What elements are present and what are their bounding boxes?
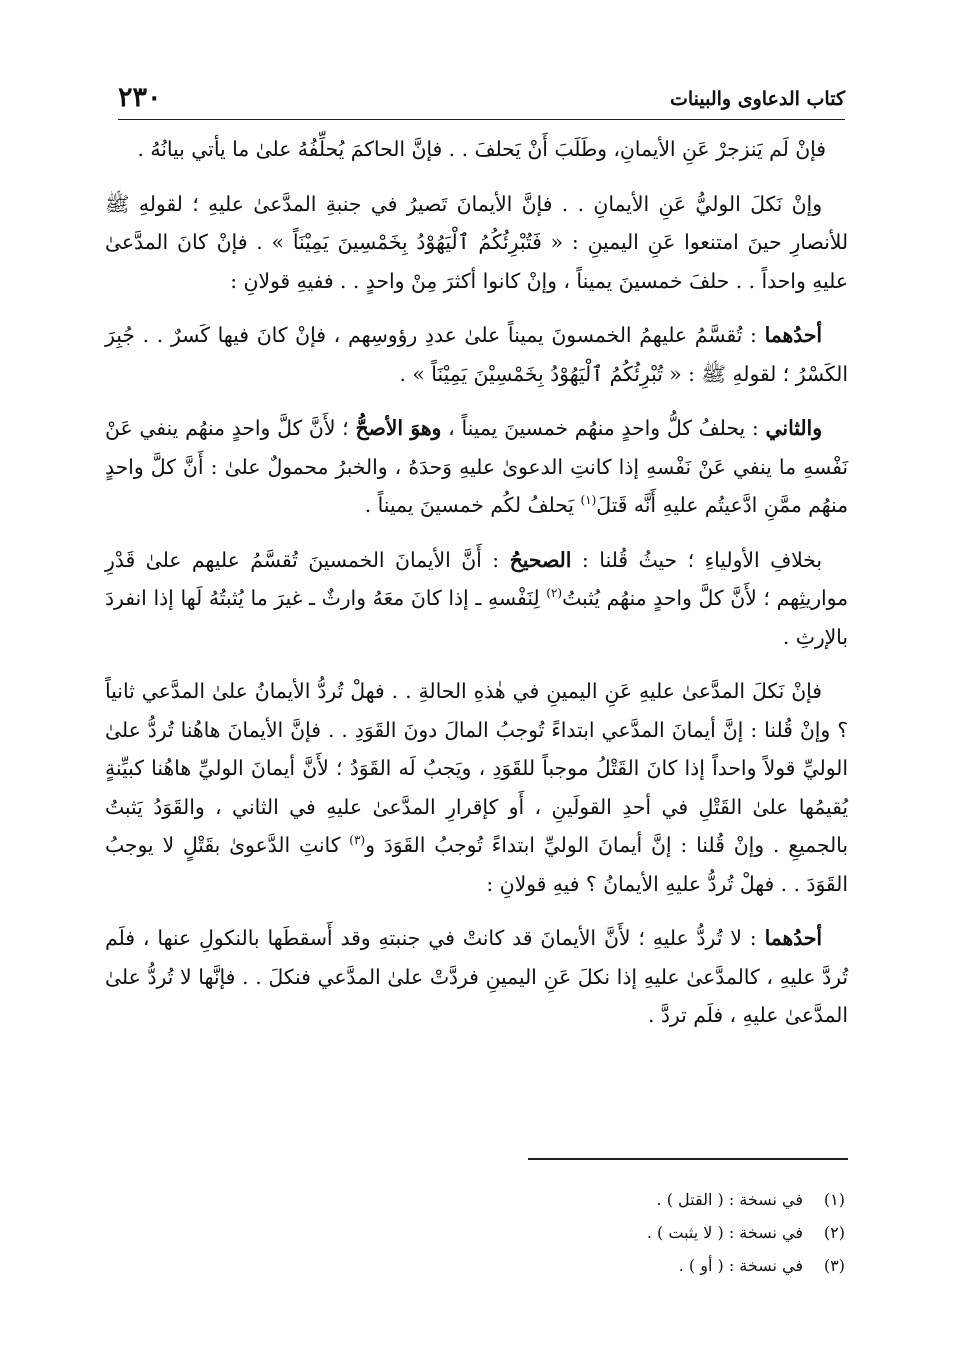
- main-text: [105, 130, 848, 1051]
- paragraph-text: يَحلفُ لكُم خمسينَ يميناً .: [364, 493, 581, 517]
- footnote-2: [245, 1216, 845, 1249]
- paragraph-text: لِنَفْسهِ ـ إذا كانَ معَهُ وارثٌ ـ غيرَ ما يُثبتُهُ لَها إذا انفردَ بالإرثِ .: [105, 586, 848, 649]
- paragraph-text: كانتِ الدَّعوىٰ بقَتْلٍ لا يوجبُ القَوَدَ . . فهلْ تُردُّ عليهِ الأيمانُ ؟ فيهِ قولانِ :: [105, 833, 848, 896]
- footnote-ref: (٢): [546, 586, 563, 601]
- paragraph-text: : أَنَّ الأيمانَ الخمسينَ تُقسَّمُ عليهم علىٰ قَدْرِ مواريثِهم ؛ لأَنَّ كلَّ واحدٍ منهُم يُثبتُ: [105, 547, 848, 610]
- bold-term: وهوَ الأصحُّ: [355, 416, 442, 440]
- footnotes: [245, 1183, 845, 1282]
- paragraph-4: [105, 409, 848, 525]
- footnote-3: [245, 1249, 845, 1282]
- bold-term: أحدُهما: [764, 926, 822, 950]
- paragraph-3: [105, 316, 848, 393]
- footnote-text: في نسخة : ( لا يثبت ) .: [646, 1223, 803, 1242]
- paragraph-text: : لا تُردُّ عليهِ ؛ لأَنَّ الأيمانَ قد كانتْ في جنبتهِ وقد أَسقطَها بالنكولِ عنها ، فلَم تُردَّ عليهِ ، كالمدَّعىٰ عليهِ إذا نكلَ عَنِ اليمينِ فردَّتْ علىٰ المدَّعي فنكلَ . . فإنَّها لا تُردُّ علىٰ المدَّعىٰ عليهِ ، فلَم تردَّ .: [105, 926, 848, 1027]
- bold-term: أحدُهما: [764, 323, 822, 347]
- paragraph-2: [105, 185, 848, 301]
- paragraph-6: [105, 672, 848, 903]
- paragraph-7: [105, 919, 848, 1035]
- footnote-number: (٢): [823, 1223, 845, 1242]
- paragraph-text: : يحلفُ كلُّ واحدٍ منهُم خمسينَ يميناً ،: [441, 416, 766, 440]
- book-title: كتاب الدعاوى والبينات: [669, 88, 845, 110]
- paragraph-5: [105, 541, 848, 657]
- footnote-number: (١): [823, 1190, 845, 1209]
- paragraph-text: فإنْ نَكلَ المدَّعىٰ عليهِ عَنِ اليمينِ في هٰذهِ الحالةِ . . فهلْ تُردُّ الأيمانُ علىٰ المدَّعي ثانياً ؟ وإنْ قُلنا : إنَّ أيمانَ المدَّعي ابتداءً تُوجبُ المالَ دونَ القَوَدِ . . فإنَّ الأيمانَ هاهُنا تُردُّ علىٰ الوليِّ قولاً واحداً إذا كانَ القَتْلُ موجباً للقَوَدِ ، ويَجبُ لَه القَوَدُ ؛ لأَنَّ أيمانَ الوليِّ هاهُنا كبيِّنةٍ يُقيمُها علىٰ القَتْلِ في أحدِ القولَينِ ، أَو كإقرارِ المدَّعىٰ عليهِ في الثاني ، والقَوَدُ يَثبتُ بالجميعِ . وإنْ قُلنا : إنَّ أيمانَ الوليِّ ابتداءً تُوجبُ القَوَدَ و: [105, 679, 848, 857]
- footnote-text: في نسخة : ( أو ) .: [678, 1256, 803, 1275]
- page-header: [118, 78, 845, 116]
- footnote-number: (٣): [823, 1256, 845, 1275]
- footnote-ref: (١): [580, 493, 597, 508]
- paragraph-1: [105, 130, 848, 169]
- header-divider: [118, 119, 845, 120]
- footnote-text: في نسخة : ( القتل ) .: [656, 1190, 803, 1209]
- bold-term: الصحيحُ: [509, 547, 572, 572]
- paragraph-text: ؛ لأَنَّ كلَّ واحدٍ منهُم ينفي عَنْ نَفْسهِ ما ينفي عَنْ نَفْسهِ إذا كانتِ الدعوىٰ عليهِ وَحدَهُ ، والخبرُ محمولٌ علىٰ : أَنَّ كلَّ واحدٍ منهُم ممَّنِ ادَّعيتُم عليهِ أَنَّه قَتلَ: [105, 416, 848, 517]
- footnote-divider: [528, 1158, 848, 1160]
- page-number: ٢٣٠: [118, 82, 162, 113]
- footnote-1: [245, 1183, 845, 1216]
- paragraph-text: بخلافِ الأولياءِ ؛ حيثُ قُلنا :: [571, 547, 822, 572]
- bold-term: والثاني: [765, 416, 822, 440]
- paragraph-text: : تُقسَّمُ عليهمُ الخمسونَ يميناً علىٰ عددِ رؤوسِهم ، فإنْ كانَ فيها كَسرٌ . . جُبِرَ الكَسْرُ ؛ لقولهِ ﷺ : « تُبْرِئُكُمُ ٱلْيَهُوْدُ بِخَمْسِيْنَ يَمِيْنَاً » .: [105, 323, 848, 386]
- paragraph-text: وإنْ نَكلَ الوليُّ عَنِ الأيمانِ . . فإنَّ الأيمانَ تَصيرُ في جنبةِ المدَّعىٰ عليهِ ؛ لقولهِ ﷺ للأنصارِ حينَ امتنعوا عَنِ اليمينِ : « فَتُبْرِئُكُمُ ٱلْيَهُوْدُ بِخَمْسِينَ يَمِيْنَاً » . فإنْ كانَ المدَّعىٰ عليهِ واحداً . . حلفَ خمسينَ يميناً ، وإنْ كانوا أكثرَ مِنْ واحدٍ . . ففيهِ قولانِ :: [105, 191, 848, 293]
- paragraph-text: فإنْ لَم يَنزجرْ عَنِ الأيمانِ، وطَلَبَ أَنْ يَحلفَ . . فإنَّ الحاكمَ يُحلِّفُهُ علىٰ ما يأتي بيانُهُ .: [137, 137, 826, 161]
- footnote-ref: (٣): [349, 833, 366, 848]
